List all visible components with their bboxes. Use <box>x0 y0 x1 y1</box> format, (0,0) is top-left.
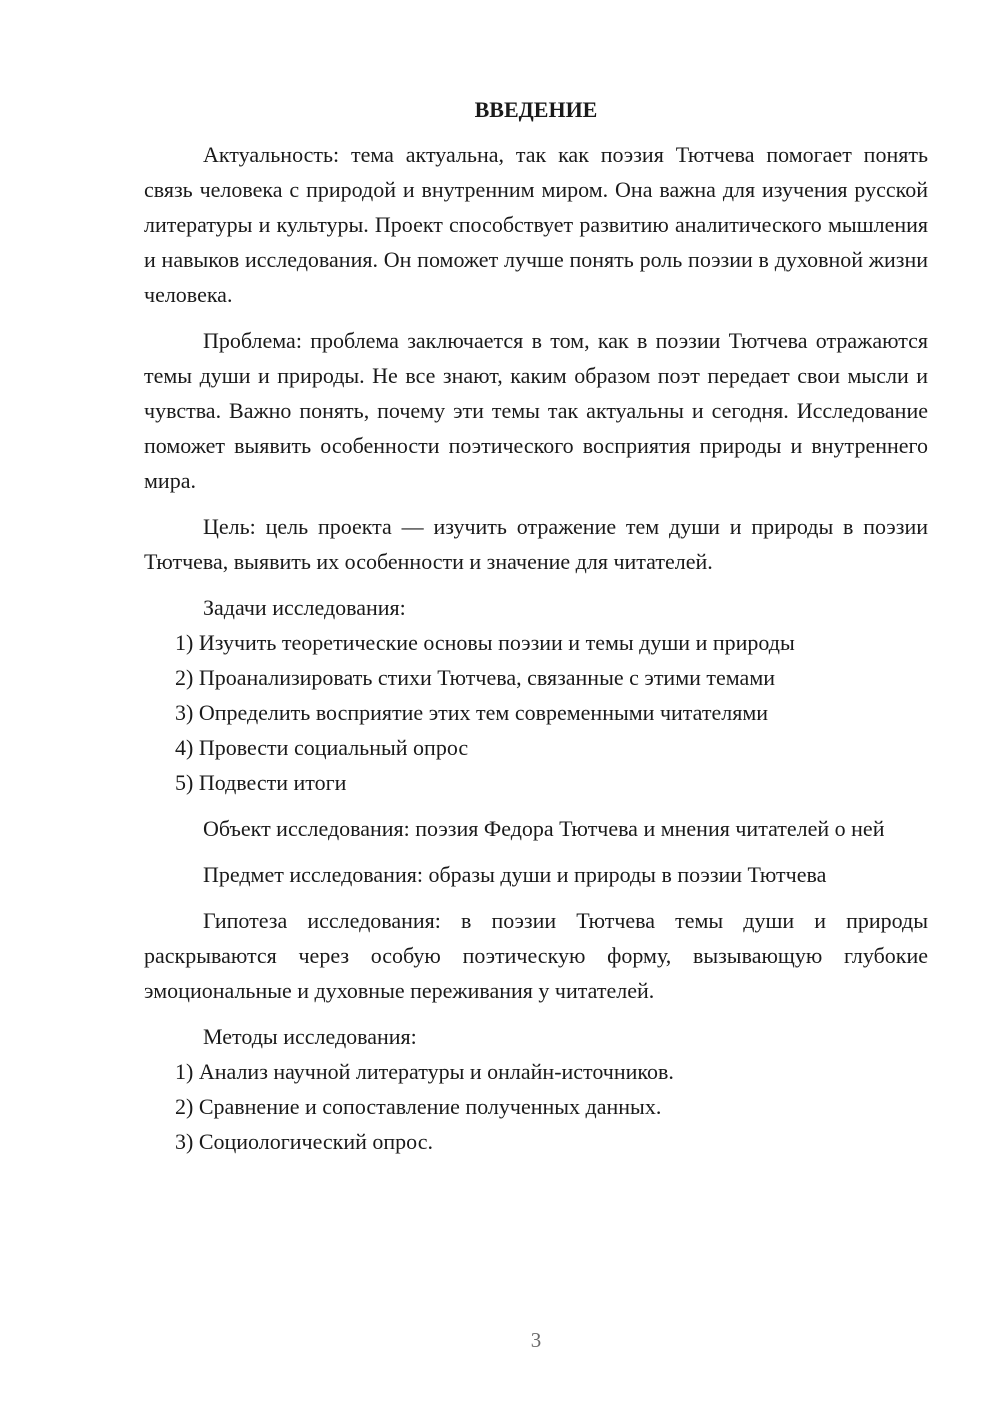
page-number: 3 <box>530 1328 542 1352</box>
problem-paragraph: Проблема: проблема заключается в том, как в поэзии Тютчева отражаются темы души и природы. Не все знают, каким образом поэт передает свои мысли и чувства. Важно понять, почему эти темы так актуальны и сегодня. Исследование поможет выявить особенности поэтического восприятия природы и внутреннего мира. <box>144 328 928 493</box>
method-item: 2) Сравнение и сопоставление полученных данных. <box>175 1094 662 1119</box>
task-item: 3) Определить восприятие этих тем современными читателями <box>175 700 769 725</box>
task-item: 1) Изучить теоретические основы поэзии и темы души и природы <box>175 630 795 655</box>
task-item: 5) Подвести итоги <box>175 770 347 795</box>
task-item: 4) Провести социальный опрос <box>175 735 469 760</box>
relevance-paragraph: Актуальность: тема актуальна, так как поэзия Тютчева помогает понять связь человека с природой и внутренним миром. Она важна для изучения русской литературы и культуры. Проект способствует развитию аналитического мышления и навыков исследования. Он поможет лучше понять роль поэзии в духовной жизни человека. <box>144 142 928 307</box>
subject-paragraph: Предмет исследования: образы души и природы в поэзии Тютчева <box>203 862 827 887</box>
method-item: 3) Социологический опрос. <box>175 1129 433 1154</box>
section-title: ВВЕДЕНИЕ <box>474 97 598 122</box>
hypothesis-paragraph: Гипотеза исследования: в поэзии Тютчева темы души и природы раскрываются через особую поэтическую форму, вызывающую глубокие эмоциональные и духовные переживания у читателей. <box>144 908 928 1003</box>
document-page <box>144 92 928 1159</box>
methods-heading: Методы исследования: <box>203 1024 417 1049</box>
tasks-heading: Задачи исследования: <box>203 595 406 620</box>
object-paragraph: Объект исследования: поэзия Федора Тютчева и мнения читателей о ней <box>203 816 885 841</box>
method-item: 1) Анализ научной литературы и онлайн-источников. <box>175 1059 674 1084</box>
goal-paragraph: Цель: цель проекта — изучить отражение тем души и природы в поэзии Тютчева, выявить их особенности и значение для читателей. <box>144 514 928 574</box>
task-item: 2) Проанализировать стихи Тютчева, связанные с этими темами <box>175 665 776 690</box>
